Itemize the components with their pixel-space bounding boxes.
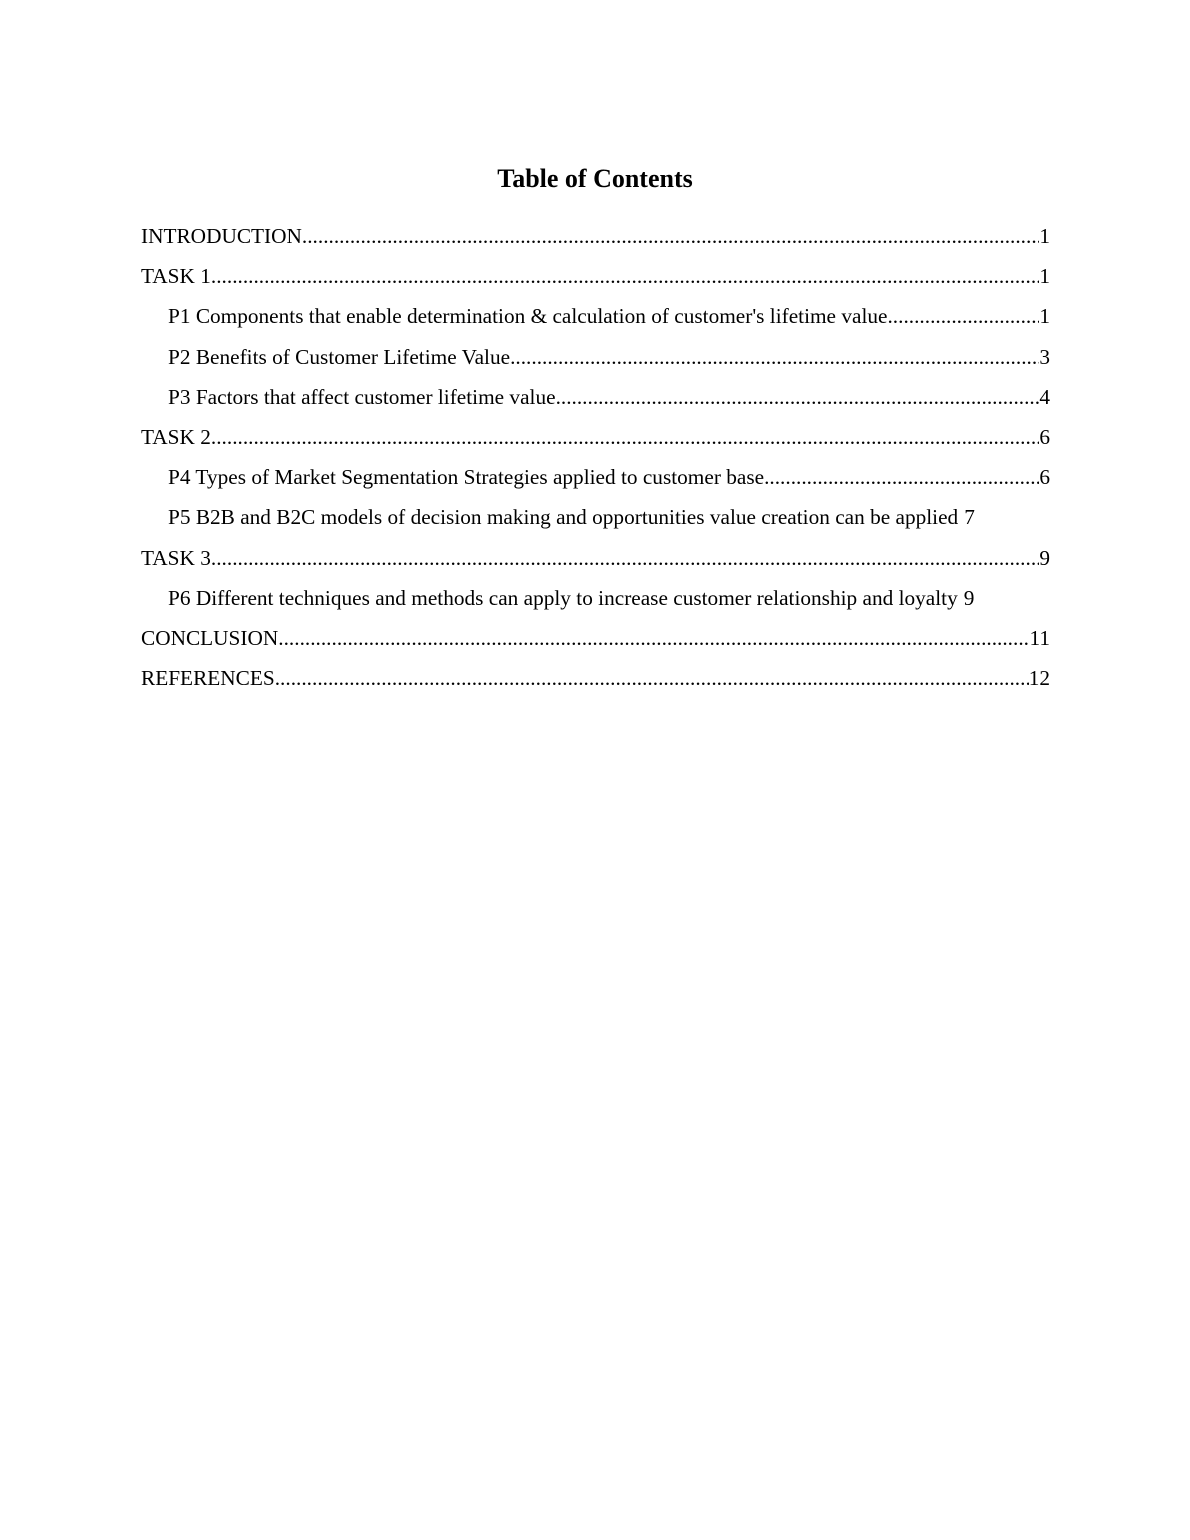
toc-entry-text: P6 Different techniques and methods can apply to increase customer relationship and loyalty [168, 585, 958, 610]
toc-page-number: 7 [964, 505, 975, 530]
toc-entry-text: TASK 1 [141, 264, 211, 289]
toc-entry-text: P4 Types of Market Segmentation Strategies applied to customer base [168, 465, 765, 490]
toc-entry-p4[interactable] [141, 461, 1050, 501]
toc-dot-leader [275, 662, 1029, 694]
toc-page-number: 9 [963, 585, 975, 610]
toc-entry-conclusion[interactable] [141, 622, 1050, 662]
toc-entry-p3[interactable] [141, 381, 1050, 421]
toc-entry-text: CONCLUSION [141, 625, 279, 650]
toc-entry-p6[interactable] [141, 582, 1050, 622]
toc-title: Table of Contents [497, 164, 693, 193]
toc-dot-leader [302, 220, 1039, 252]
toc-page-number: 1 [1039, 304, 1050, 329]
toc-entry-p2[interactable] [141, 341, 1050, 381]
toc-entry-p1[interactable] [141, 300, 1050, 340]
toc-page-number: 12 [1028, 666, 1050, 691]
toc-entry-text: REFERENCES [141, 666, 275, 691]
toc-entry-text: TASK 3 [141, 545, 211, 570]
toc-dot-leader [211, 542, 1039, 574]
toc-page-number: 6 [1039, 465, 1050, 490]
toc-dot-leader [211, 260, 1039, 292]
toc-entry-task-2[interactable] [141, 421, 1050, 461]
toc-entry-references[interactable] [141, 662, 1050, 702]
toc-entry-text: P1 Components that enable determination & calculation of customer's lifetime value [168, 304, 888, 329]
toc-page-number: 6 [1039, 424, 1050, 449]
toc-page-number: 11 [1029, 625, 1050, 650]
toc-dot-leader [556, 381, 1040, 413]
toc-entry-task-3[interactable] [141, 542, 1050, 582]
toc-page-number: 3 [1039, 344, 1050, 369]
toc-dot-leader [510, 341, 1039, 373]
toc-entry-text: P2 Benefits of Customer Lifetime Value [168, 344, 511, 369]
toc-page-number: 1 [1039, 224, 1050, 248]
toc-entry-text: P3 Factors that affect customer lifetime value [168, 384, 556, 409]
toc-dot-leader [278, 622, 1029, 654]
toc-page-number: 4 [1039, 384, 1050, 409]
toc-entry-task-1[interactable] [141, 260, 1050, 300]
toc-dot-leader [764, 461, 1039, 493]
toc-dot-leader [211, 421, 1039, 453]
toc-page-number: 9 [1039, 545, 1050, 570]
toc-dot-leader [887, 300, 1039, 332]
toc-list [141, 220, 1050, 702]
toc-entry-text: P5 B2B and B2C models of decision making and opportunities value creation can be applied [168, 505, 959, 530]
toc-page-number: 1 [1039, 264, 1050, 289]
toc-entry-introduction[interactable] [141, 220, 1050, 260]
toc-entry-text: TASK 2 [141, 424, 211, 449]
toc-entry-p5[interactable] [141, 501, 1050, 541]
toc-entry-text: INTRODUCTION [141, 224, 302, 248]
